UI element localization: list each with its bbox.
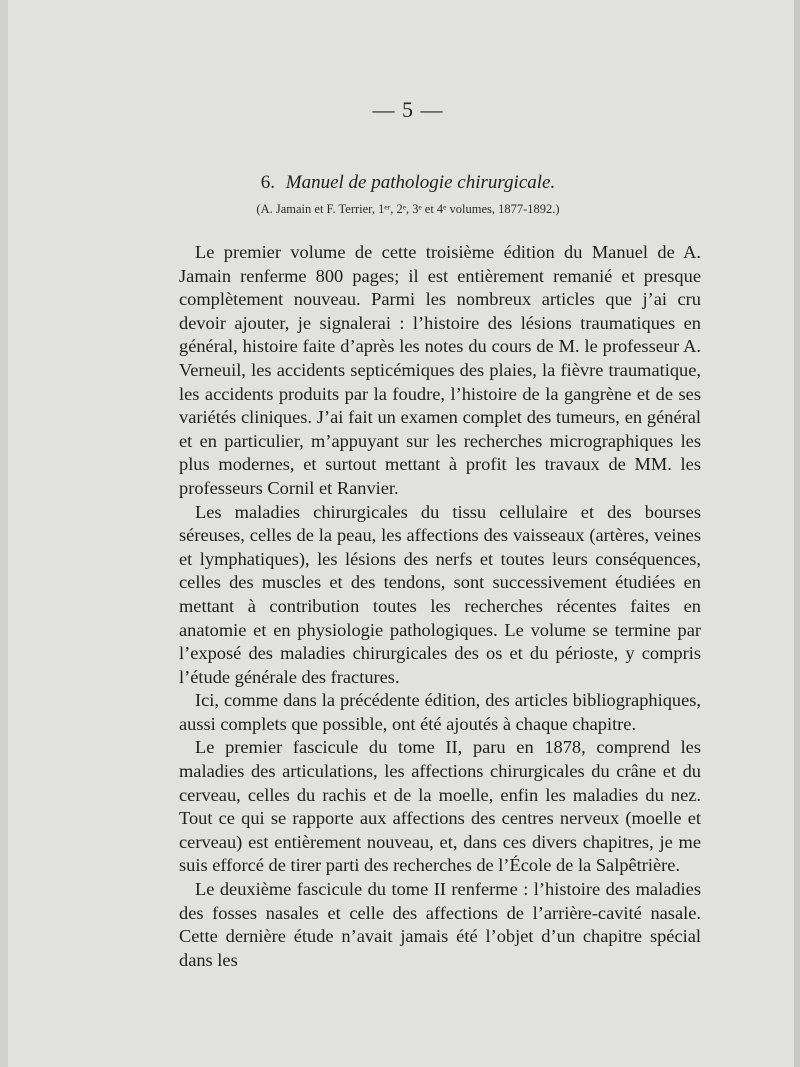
paragraph: Le premier fascicule du tome II, paru en 1878, comprend les maladies des articulations, les affections chirurgicales du crâne et du cerveau, celles du rachis et de la moelle, enfin les maladies du nez. Tout ce qui se rapporte aux affections des centres nerveux (moelle et cerveau) est entièrement nouveau, et, dans ces divers chapitres, je me suis efforcé de tirer parti des recherches de l’École de la Salpêtrière. <box>179 737 701 876</box>
body-text <box>179 241 701 972</box>
paragraph: Le deuxième fascicule du tome II renferme : l’histoire des maladies des fosses nasales et celle des affections de l’arrière-cavité nasale. Cette dernière étude n’avait jamais été l’objet d’un chapitre spécial dans les <box>179 879 701 970</box>
paragraph: Le premier volume de cette troisième édition du Manuel de A. Jamain renferme 800 pages; il est entièrement remanié et presque complètement nouveau. Parmi les nombreux articles que j’ai cru devoir ajouter, je signalerai : l’histoire des lésions traumatiques en général, histoire faite d’après les notes du cours de M. le professeur A. Verneuil, les accidents septicémiques des plaies, la fièvre traumatique, les accidents produits par la foudre, l’histoire de la gangrène et de ses variétés cliniques. J’ai fait un examen complet des tumeurs, en général et en particulier, m’appuyant sur les recherches micrographiques les plus modernes, et surtout mettant à profit les travaux de MM. les professeurs Cornil et Ranvier. <box>179 242 701 498</box>
paragraph: Ici, comme dans la précédente édition, des articles bibliographiques, aussi complets que possible, ont été ajoutés à chaque chapitre. <box>179 690 701 734</box>
section-number: 6. <box>260 172 276 193</box>
section-subtitle: (A. Jamain et F. Terrier, 1ᵉʳ, 2ᵉ, 3ᵉ et 4ᵉ volumes, 1877-1892.) <box>256 202 560 216</box>
paragraph: Les maladies chirurgicales du tissu cellulaire et des bourses séreuses, celles de la peau, les affections des vaisseaux (artères, veines et lymphatiques), les lésions des nerfs et toutes leurs conséquences, celles des muscles et des tendons, sont successivement étudiées en mettant à contribution toutes les recherches récentes faites en anatomie et en physiologie pathologiques. Le volume se termine par l’exposé des maladies chirurgicales des os et du périoste, y compris l’étude générale des fractures. <box>179 501 701 687</box>
section-title: Manuel de pathologie chirurgicale. <box>285 172 556 193</box>
section-heading <box>8 172 800 194</box>
page-number: — 5 — <box>372 97 444 122</box>
